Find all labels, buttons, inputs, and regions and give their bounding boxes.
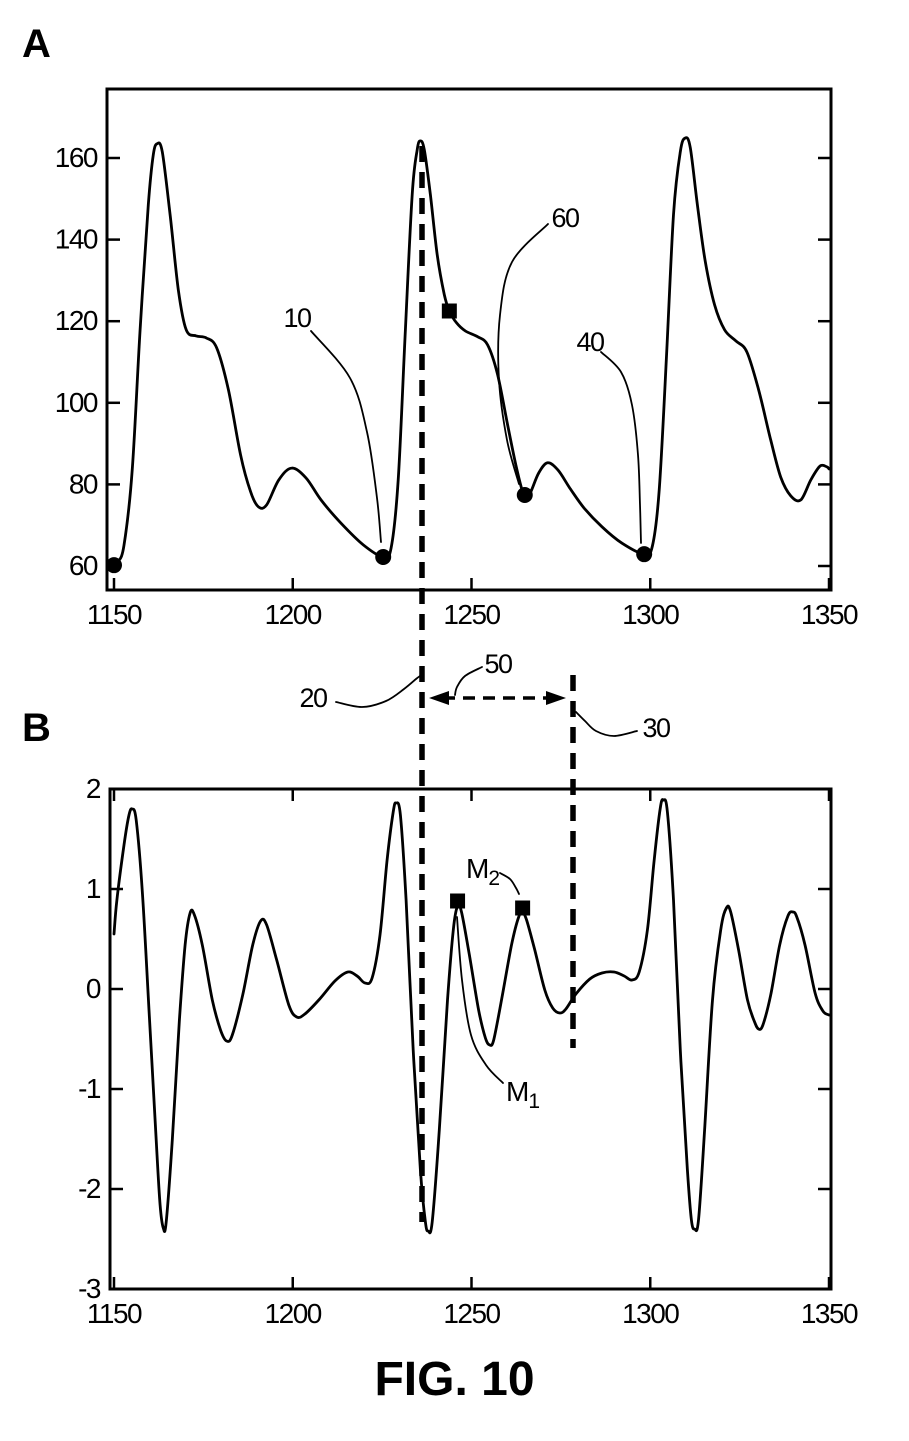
y-tick-label: 60 (68, 550, 97, 581)
callout-label: 30 (642, 713, 670, 743)
x-tick-label: 1350 (800, 599, 858, 630)
callout-label: 20 (299, 683, 327, 713)
callout-10 (283, 303, 381, 542)
y-tick-label: 1 (85, 873, 100, 904)
callout-50 (455, 649, 512, 695)
callout-label: 40 (576, 327, 604, 357)
dot-marker (636, 546, 652, 562)
chart-A-frame (107, 89, 831, 590)
arrowhead-left (429, 691, 449, 705)
square-marker (515, 901, 530, 916)
callout-label: 60 (551, 203, 579, 233)
leader-line (498, 224, 548, 484)
leader-line (576, 712, 637, 736)
y-tick-label: 100 (54, 386, 97, 418)
x-tick-label: 1150 (86, 1298, 142, 1329)
callout-label: 10 (283, 303, 311, 333)
y-tick-label: -3 (78, 1273, 100, 1304)
leader-line (601, 352, 641, 543)
leader-line (500, 873, 519, 894)
x-tick-label: 1250 (443, 599, 500, 630)
x-tick-label: 1350 (800, 1298, 858, 1329)
dot-marker (106, 557, 122, 573)
y-tick-label: 2 (85, 773, 100, 804)
callout-M2 (466, 853, 519, 894)
callout-30 (576, 712, 670, 743)
panel-label-b: B (22, 706, 50, 750)
leader-line (311, 331, 381, 542)
dot-marker (375, 549, 391, 565)
square-marker (442, 304, 457, 319)
x-tick-label: 1200 (264, 1298, 321, 1329)
x-tick-label: 1250 (443, 1298, 500, 1329)
x-tick-label: 1150 (86, 599, 142, 630)
y-tick-label: 80 (68, 468, 97, 500)
arrowhead-right (546, 691, 566, 705)
arterial-pressure-waveform (114, 138, 829, 566)
y-tick-label: 140 (54, 223, 97, 255)
callout-label: 50 (484, 649, 512, 679)
y-tick-label: -2 (78, 1173, 100, 1204)
leader-line (457, 917, 503, 1083)
x-tick-label: 1300 (622, 599, 679, 630)
callout-label: $M_1$ (506, 1076, 540, 1113)
y-tick-label: 0 (85, 973, 100, 1004)
y-tick-label: -1 (78, 1073, 100, 1104)
x-tick-label: 1300 (622, 1298, 679, 1329)
panel-label-a: A (22, 22, 50, 66)
callout-20 (299, 676, 420, 713)
x-tick-label: 1200 (264, 599, 321, 630)
leader-line (455, 667, 482, 695)
dot-marker (517, 487, 533, 503)
square-marker (450, 894, 465, 909)
callout-label: $M_2$ (466, 853, 500, 890)
y-tick-label: 120 (54, 305, 97, 337)
figure-caption: FIG. 10 (374, 1353, 535, 1406)
leader-line (336, 676, 420, 707)
y-tick-label: 160 (54, 142, 97, 173)
chart-A (55, 89, 858, 630)
annotations (283, 146, 670, 1222)
